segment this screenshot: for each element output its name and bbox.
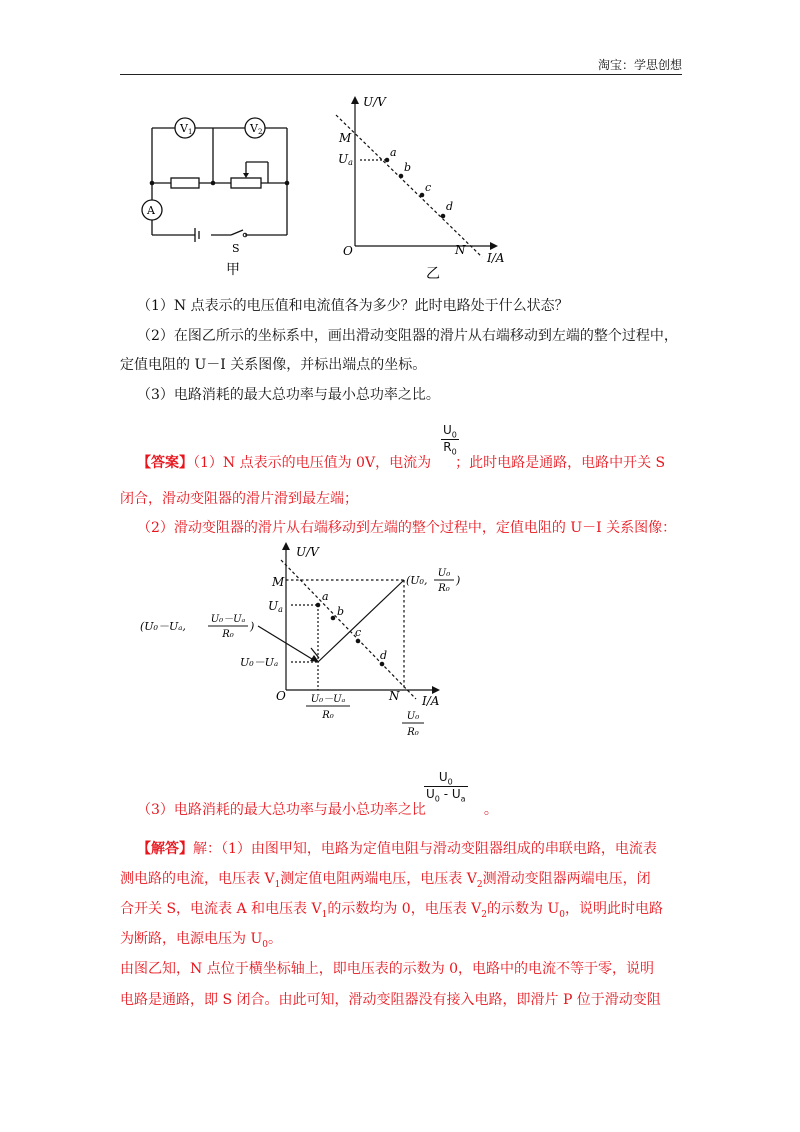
solution-line-1: 【解答】解：（1）由图甲知，电路为定值电阻与滑动变阻器组成的串联电路，电流表: [137, 841, 657, 857]
n-label: N: [455, 243, 466, 257]
question-2-line-2: 定值电阻的 U－I 关系图像，并标出端点的坐标。: [120, 357, 427, 373]
answer-point-left-suffix: ): [250, 620, 255, 633]
answer-point-d-label: d: [380, 649, 388, 662]
answer-ui-graph: [136, 542, 496, 747]
answer-ua-label: Ua: [268, 599, 283, 614]
answer-point-top-suffix: ): [456, 574, 461, 587]
answer-fraction-ratio: $\frac{U_0}{U_0 - U_a}$: [426, 770, 466, 804]
question-3: （3）电路消耗的最大总功率与最小总功率之比。: [137, 387, 440, 403]
solution-line-2: 测电路的电流，电压表 $V_1$测定值电阻两端电压，电压表 $V_2$测滑动变阻器两端电压，闭: [120, 871, 651, 890]
point-c-label: c: [425, 181, 432, 194]
ua-label: Ua: [338, 152, 353, 167]
answer-line-1: 【答案】（1）N 点表示的电压值为 0V，电流为 ；此时电路是通路，电路中开关 S: [137, 455, 666, 471]
answer-point-c-label: c: [355, 626, 362, 639]
ui-graph: [330, 92, 530, 284]
m-label: M: [339, 131, 352, 145]
answer-y-axis-label: U/V: [296, 545, 319, 559]
answer-n-frac-den: R₀: [407, 727, 419, 738]
slider-arrow: [243, 173, 249, 178]
answer-line-3: （2）滑动变阻器的滑片从右端移动到左端的整个过程中，定值电阻的 U－I 关系图像：: [137, 520, 677, 536]
answer-n-label: N: [389, 689, 400, 703]
solution-tag: 【解答】: [137, 841, 193, 857]
answer-x-frac-den: R₀: [322, 710, 334, 721]
answer-point-top-num: U₀: [437, 568, 451, 579]
header-source: 淘宝：学思创想: [597, 58, 682, 72]
answer-point-top-prefix: (U₀,: [406, 574, 428, 587]
answer-n-frac-num: U₀: [406, 711, 420, 722]
answer-tag: 【答案】: [137, 455, 193, 471]
answer-line-2: 闭合，滑动变阻器的滑片滑到最左端；: [120, 491, 358, 507]
answer-point-left-prefix: (U₀－Uₐ,: [140, 620, 186, 633]
answer-point-left-num: U₀－Uₐ: [210, 614, 246, 625]
answer-u0-minus-ua-label: U₀－Uₐ: [240, 656, 279, 669]
ammeter-label: A: [147, 204, 155, 217]
answer-m-label: M: [272, 575, 285, 589]
answer-point-top-den: R₀: [438, 583, 450, 594]
question-1: （1）N 点表示的电压值和电流值各为多少？此时电路处于什么状态？: [137, 298, 569, 314]
answer-line-4: （3）电路消耗的最大总功率与最小总功率之比 。: [137, 802, 498, 818]
x-axis-label: I/A: [487, 251, 505, 265]
v1-label: V1: [180, 122, 193, 136]
point-a-label: a: [390, 146, 397, 159]
solution-line-6: 电路是通路，即 S 闭合。由此可知，滑动变阻器没有接入电路，即滑片 P 位于滑动变阻: [120, 992, 661, 1008]
solution-line-3: 合开关 S，电流表 A 和电压表 $V_1$的示数均为 0，电压表 $V_2$的示数为 $U_0$，说明此时电路: [120, 901, 663, 920]
answer-point-a-label: a: [322, 590, 329, 603]
y-axis-label: U/V: [363, 95, 386, 109]
switch-label: S: [232, 242, 240, 255]
question-2-line-1: （2）在图乙所示的坐标系中，画出滑动变阻器的滑片从右端移动到左端的整个过程中，: [137, 328, 678, 344]
answer-x-axis-label: I/A: [422, 694, 440, 708]
answer-point-b-label: b: [337, 605, 345, 618]
point-d-label: d: [446, 200, 454, 213]
caption-yi: 乙: [426, 266, 440, 282]
answer-origin-label: O: [276, 689, 286, 703]
solution-line-5: 由图乙知，N 点位于横坐标轴上，即电压表的示数为 0，电路中的电流不等于零，说明: [120, 961, 655, 977]
answer-x-frac-num: U₀－Uₐ: [310, 694, 346, 705]
caption-jia: 甲: [226, 262, 240, 278]
v2-label: V2: [250, 122, 263, 136]
page-header: [120, 58, 682, 75]
solution-line-4: 为断路，电源电压为 $U_0$。: [120, 931, 282, 950]
answer-fraction-u0-r0: $\frac{U_0}{R_0}$: [443, 423, 457, 457]
circuit-diagram: [135, 110, 305, 280]
point-b-label: b: [404, 161, 412, 174]
origin-label: O: [343, 244, 353, 258]
answer-point-left-den: R₀: [222, 629, 234, 640]
